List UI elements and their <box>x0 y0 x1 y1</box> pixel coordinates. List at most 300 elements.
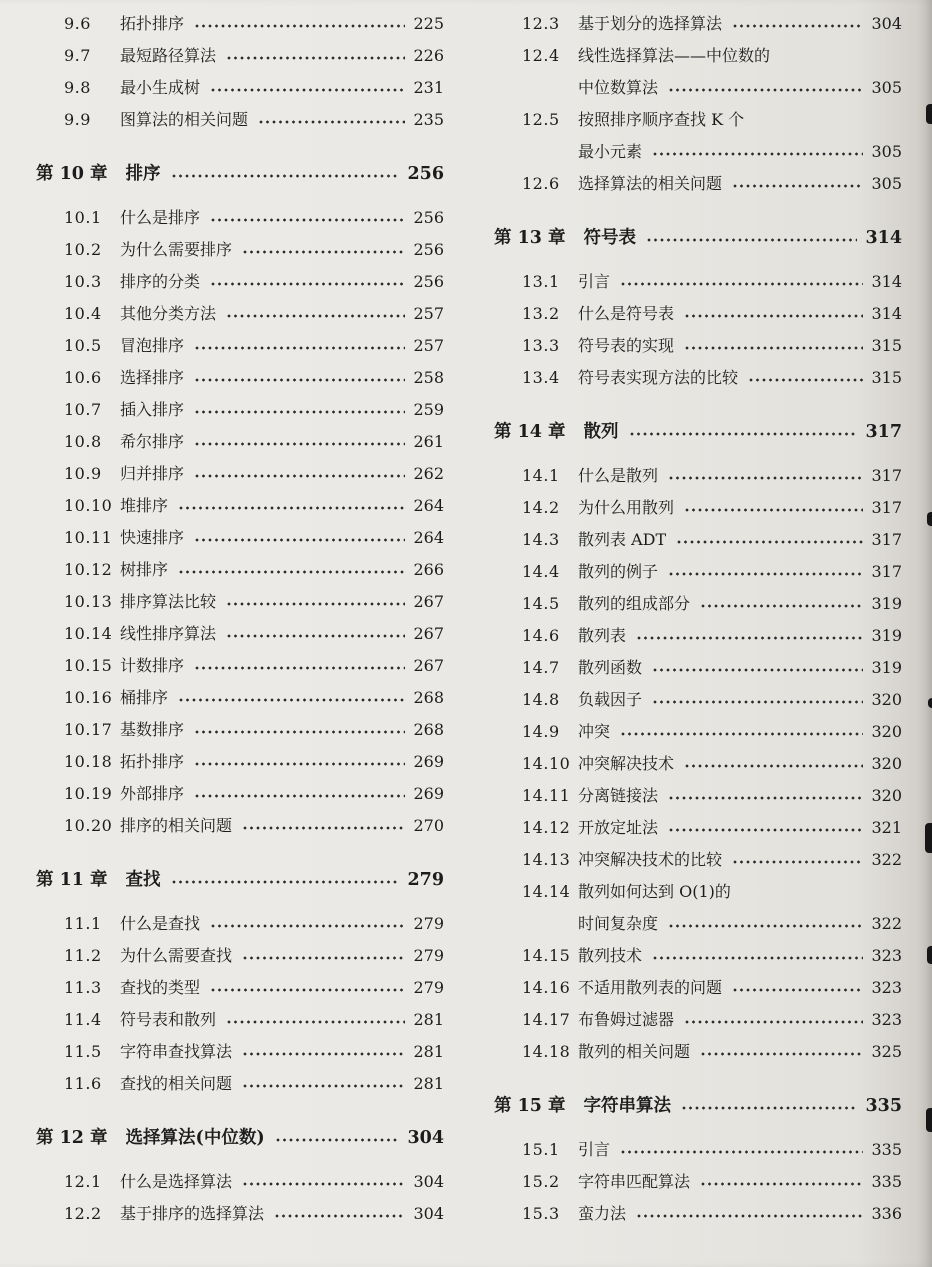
page-number: 319 <box>871 626 902 645</box>
section-title: 什么是排序 <box>120 208 201 227</box>
section-number: 14.12 <box>522 818 571 837</box>
toc-entry <box>36 72 444 104</box>
page-number: 235 <box>413 110 444 129</box>
section-number: 11.1 <box>64 914 102 933</box>
dot-leader <box>676 539 863 545</box>
section-title-line2: 中位数算法 <box>578 78 659 97</box>
dot-leader <box>210 281 405 287</box>
page-number: 320 <box>871 722 902 741</box>
page-number: 335 <box>865 1096 902 1116</box>
toc-entry <box>494 1004 902 1036</box>
dot-leader <box>620 281 863 287</box>
section-title: 其他分类方法 <box>120 304 217 323</box>
page-number: 323 <box>871 1010 902 1029</box>
toc-entry <box>36 810 444 842</box>
section-title: 基于划分的选择算法 <box>578 14 723 33</box>
dot-leader <box>668 475 863 481</box>
section-title: 散列的相关问题 <box>578 1042 691 1061</box>
dot-leader <box>171 173 400 179</box>
toc-entry <box>36 682 444 714</box>
section-number: 10.11 <box>64 528 113 547</box>
dot-leader <box>194 441 405 447</box>
section-title-line2: 时间复杂度 <box>578 914 659 933</box>
section-number: 11.2 <box>64 946 102 965</box>
page-number: 256 <box>413 208 444 227</box>
toc-entry <box>36 266 444 298</box>
chapter-entry <box>494 416 902 448</box>
section-title: 不适用散列表的问题 <box>578 978 723 997</box>
section-title: 什么是符号表 <box>578 304 675 323</box>
toc-entry <box>36 1198 444 1230</box>
page-number: 226 <box>413 46 444 65</box>
section-title: 引言 <box>578 272 611 291</box>
chapter-entry <box>36 864 444 896</box>
scan-artifact <box>926 104 932 124</box>
section-title: 拓扑排序 <box>120 14 185 33</box>
scan-artifact <box>926 1108 932 1132</box>
dot-leader <box>194 345 405 351</box>
toc-entry <box>36 426 444 458</box>
toc-entry <box>494 972 902 1004</box>
section-number: 14.2 <box>522 498 560 517</box>
dot-leader <box>732 23 863 29</box>
section-title: 线性排序算法 <box>120 624 217 643</box>
section-title: 基于排序的选择算法 <box>120 1204 265 1223</box>
page-number: 304 <box>413 1172 444 1191</box>
toc-entry <box>36 650 444 682</box>
section-title: 开放定址法 <box>578 818 659 837</box>
section-number: 14.9 <box>522 722 560 741</box>
toc-entry <box>36 522 444 554</box>
page-number: 264 <box>413 496 444 515</box>
toc-entry <box>36 330 444 362</box>
section-number: 10.13 <box>64 592 113 611</box>
toc-entry <box>36 554 444 586</box>
toc-entry <box>494 876 902 908</box>
section-number: 10.7 <box>64 400 102 419</box>
toc-entry <box>494 330 902 362</box>
dot-leader <box>194 409 405 415</box>
section-title: 分离链接法 <box>578 786 659 805</box>
section-number: 10.15 <box>64 656 113 675</box>
page-number: 315 <box>871 336 902 355</box>
page-number: 317 <box>871 498 902 517</box>
section-title: 树排序 <box>120 560 169 579</box>
dot-leader <box>732 183 863 189</box>
chapter-number: 第 14 章 <box>494 422 566 442</box>
chapter-number: 第 15 章 <box>494 1096 566 1116</box>
section-number: 10.5 <box>64 336 102 355</box>
page-number: 225 <box>413 14 444 33</box>
section-title: 符号表的实现 <box>578 336 675 355</box>
section-title: 字符串匹配算法 <box>578 1172 691 1191</box>
section-title: 查找的类型 <box>120 978 201 997</box>
toc-entry <box>494 362 902 394</box>
section-title: 什么是查找 <box>120 914 201 933</box>
section-number: 13.3 <box>522 336 560 355</box>
section-title: 蛮力法 <box>578 1204 627 1223</box>
page-number: 322 <box>871 850 902 869</box>
dot-leader <box>242 249 405 255</box>
section-title: 归并排序 <box>120 464 185 483</box>
page-number: 267 <box>413 624 444 643</box>
section-title: 图算法的相关问题 <box>120 110 249 129</box>
dot-leader <box>194 665 405 671</box>
section-number: 12.4 <box>522 46 560 65</box>
section-number: 10.16 <box>64 688 113 707</box>
dot-leader <box>194 377 405 383</box>
dot-leader <box>210 923 405 929</box>
section-title: 希尔排序 <box>120 432 185 451</box>
dot-leader <box>668 87 863 93</box>
page-number: 269 <box>413 784 444 803</box>
section-title: 冲突解决技术 <box>578 754 675 773</box>
toc-entry <box>36 586 444 618</box>
toc-column-right <box>494 8 902 1249</box>
dot-leader <box>274 1213 405 1219</box>
page-number: 281 <box>413 1074 444 1093</box>
page-number: 320 <box>871 754 902 773</box>
chapter-number: 第 12 章 <box>36 1128 108 1148</box>
toc-entry <box>494 524 902 556</box>
toc-entry-continuation <box>494 72 902 104</box>
section-title: 字符串查找算法 <box>120 1042 233 1061</box>
section-title: 为什么用散列 <box>578 498 675 517</box>
dot-leader <box>684 1019 863 1025</box>
toc-entry <box>36 1036 444 1068</box>
scan-artifact <box>927 946 932 964</box>
toc-entry <box>494 460 902 492</box>
page-number: 304 <box>871 14 902 33</box>
section-title: 冒泡排序 <box>120 336 185 355</box>
toc-entry <box>494 716 902 748</box>
chapter-number: 第 13 章 <box>494 228 566 248</box>
toc-entry <box>494 812 902 844</box>
section-number: 10.14 <box>64 624 113 643</box>
section-number: 14.3 <box>522 530 560 549</box>
toc-entry <box>36 746 444 778</box>
section-title: 计数排序 <box>120 656 185 675</box>
section-title: 桶排序 <box>120 688 169 707</box>
toc-entry <box>494 266 902 298</box>
toc-entry <box>36 40 444 72</box>
dot-leader <box>226 55 405 61</box>
page-number: 305 <box>871 174 902 193</box>
page-number: 268 <box>413 688 444 707</box>
section-number: 10.3 <box>64 272 102 291</box>
section-number: 15.3 <box>522 1204 560 1223</box>
page-number: 335 <box>871 1172 902 1191</box>
section-title: 散列函数 <box>578 658 643 677</box>
chapter-title: 字符串算法 <box>583 1096 672 1116</box>
toc-entry <box>36 1166 444 1198</box>
section-title: 符号表和散列 <box>120 1010 217 1029</box>
toc-entry <box>36 362 444 394</box>
toc-entry <box>36 202 444 234</box>
dot-leader <box>684 763 863 769</box>
chapter-title: 符号表 <box>583 228 637 248</box>
section-number: 13.1 <box>522 272 560 291</box>
section-number: 12.2 <box>64 1204 102 1223</box>
section-number: 15.1 <box>522 1140 560 1159</box>
dot-leader <box>226 1019 405 1025</box>
page-number: 281 <box>413 1010 444 1029</box>
dot-leader <box>194 537 405 543</box>
section-number: 10.8 <box>64 432 102 451</box>
toc-entry <box>494 748 902 780</box>
section-number: 9.9 <box>64 110 91 129</box>
page-number: 304 <box>413 1204 444 1223</box>
toc-entry <box>494 620 902 652</box>
page-number: 268 <box>413 720 444 739</box>
page-number: 320 <box>871 786 902 805</box>
dot-leader <box>178 505 405 511</box>
toc-entry <box>494 1134 902 1166</box>
section-number: 10.1 <box>64 208 102 227</box>
dot-leader <box>242 955 405 961</box>
dot-leader <box>242 1051 405 1057</box>
section-number: 10.10 <box>64 496 113 515</box>
page-number: 319 <box>871 658 902 677</box>
dot-leader <box>748 377 863 383</box>
section-title: 散列表 ADT <box>578 530 667 549</box>
chapter-entry <box>494 1090 902 1122</box>
section-number: 14.17 <box>522 1010 571 1029</box>
chapter-number: 第 10 章 <box>36 164 108 184</box>
section-title: 选择算法的相关问题 <box>578 174 723 193</box>
page-number: 325 <box>871 1042 902 1061</box>
section-number: 9.6 <box>64 14 91 33</box>
section-title: 排序的相关问题 <box>120 816 233 835</box>
section-number: 14.18 <box>522 1042 571 1061</box>
toc-entry <box>36 298 444 330</box>
page-number: 256 <box>413 272 444 291</box>
dot-leader <box>652 667 863 673</box>
toc-entry <box>36 618 444 650</box>
section-title: 负载因子 <box>578 690 643 709</box>
section-title: 冲突解决技术的比较 <box>578 850 723 869</box>
section-title: 散列的例子 <box>578 562 659 581</box>
section-title: 快速排序 <box>120 528 185 547</box>
page-number: 321 <box>871 818 902 837</box>
toc-entry <box>494 298 902 330</box>
section-number: 12.1 <box>64 1172 102 1191</box>
section-title: 拓扑排序 <box>120 752 185 771</box>
section-number: 14.11 <box>522 786 571 805</box>
section-number: 11.6 <box>64 1074 102 1093</box>
page-number: 261 <box>413 432 444 451</box>
toc-entry <box>36 104 444 136</box>
toc-entry <box>494 780 902 812</box>
section-title: 最短路径算法 <box>120 46 217 65</box>
toc-entry <box>494 40 902 72</box>
scan-artifact <box>928 698 932 708</box>
section-number: 13.2 <box>522 304 560 323</box>
dot-leader <box>178 569 405 575</box>
page-number: 256 <box>407 164 444 184</box>
section-number: 14.7 <box>522 658 560 677</box>
page-number: 315 <box>871 368 902 387</box>
dot-leader <box>629 431 858 437</box>
dot-leader <box>620 731 863 737</box>
section-title: 引言 <box>578 1140 611 1159</box>
dot-leader <box>171 879 400 885</box>
page-number: 270 <box>413 816 444 835</box>
section-number: 11.4 <box>64 1010 102 1029</box>
toc-entry <box>494 1036 902 1068</box>
toc-entry-continuation <box>494 908 902 940</box>
dot-leader <box>178 697 405 703</box>
page-number: 256 <box>413 240 444 259</box>
toc-entry <box>494 844 902 876</box>
toc-entry <box>494 588 902 620</box>
section-title-line1: 散列如何达到 O(1)的 <box>578 882 731 901</box>
section-title: 符号表实现方法的比较 <box>578 368 739 387</box>
section-number: 14.4 <box>522 562 560 581</box>
page-number: 231 <box>413 78 444 97</box>
section-number: 9.8 <box>64 78 91 97</box>
dot-leader <box>732 987 863 993</box>
page-number: 259 <box>413 400 444 419</box>
toc-entry <box>36 234 444 266</box>
section-title: 什么是选择算法 <box>120 1172 233 1191</box>
section-title: 什么是散列 <box>578 466 659 485</box>
section-title: 散列表 <box>578 626 627 645</box>
toc-entry <box>36 714 444 746</box>
dot-leader <box>620 1149 863 1155</box>
dot-leader <box>194 793 405 799</box>
section-title: 堆排序 <box>120 496 169 515</box>
page-number: 317 <box>871 466 902 485</box>
dot-leader <box>242 1083 405 1089</box>
section-title: 为什么需要排序 <box>120 240 233 259</box>
scan-artifact <box>925 823 932 853</box>
chapter-title: 选择算法(中位数) <box>125 1128 265 1148</box>
section-title-line2: 最小元素 <box>578 142 643 161</box>
page-number: 323 <box>871 978 902 997</box>
page-number: 335 <box>871 1140 902 1159</box>
dot-leader <box>668 923 863 929</box>
toc-entry <box>494 1166 902 1198</box>
section-number: 11.5 <box>64 1042 102 1061</box>
toc-entry <box>494 104 902 136</box>
chapter-entry <box>36 1122 444 1154</box>
toc-entry <box>494 652 902 684</box>
dot-leader <box>652 151 863 157</box>
page-number: 262 <box>413 464 444 483</box>
dot-leader <box>668 795 863 801</box>
page-number: 322 <box>871 914 902 933</box>
toc-entry <box>36 940 444 972</box>
page-number: 257 <box>413 304 444 323</box>
section-title: 排序的分类 <box>120 272 201 291</box>
section-title: 为什么需要查找 <box>120 946 233 965</box>
toc-entry <box>36 908 444 940</box>
page-number: 323 <box>871 946 902 965</box>
chapter-title: 查找 <box>125 870 161 890</box>
dot-leader <box>226 313 405 319</box>
section-title-line1: 线性选择算法——中位数的 <box>578 46 771 65</box>
toc-column-left <box>36 8 444 1249</box>
page-number: 304 <box>407 1128 444 1148</box>
section-title: 选择排序 <box>120 368 185 387</box>
toc-entry-continuation <box>494 136 902 168</box>
page-number: 279 <box>413 978 444 997</box>
page-number: 320 <box>871 690 902 709</box>
toc-entry <box>36 778 444 810</box>
section-title: 散列的组成部分 <box>578 594 691 613</box>
dot-leader <box>258 119 405 125</box>
dot-leader <box>242 825 405 831</box>
dot-leader <box>210 217 405 223</box>
section-number: 10.6 <box>64 368 102 387</box>
toc-entry <box>494 940 902 972</box>
toc-entry <box>494 1198 902 1230</box>
section-number: 14.15 <box>522 946 571 965</box>
dot-leader <box>700 603 863 609</box>
section-title: 基数排序 <box>120 720 185 739</box>
toc-entry <box>36 458 444 490</box>
dot-leader <box>652 955 863 961</box>
section-number: 10.2 <box>64 240 102 259</box>
page-number: 314 <box>871 272 902 291</box>
section-number: 14.13 <box>522 850 571 869</box>
section-title: 散列技术 <box>578 946 643 965</box>
section-number: 9.7 <box>64 46 91 65</box>
section-number: 12.5 <box>522 110 560 129</box>
dot-leader <box>275 1137 400 1143</box>
dot-leader <box>700 1181 863 1187</box>
page-number: 319 <box>871 594 902 613</box>
dot-leader <box>668 827 863 833</box>
dot-leader <box>684 313 863 319</box>
section-title: 查找的相关问题 <box>120 1074 233 1093</box>
section-number: 14.6 <box>522 626 560 645</box>
dot-leader <box>226 601 405 607</box>
section-number: 10.12 <box>64 560 113 579</box>
chapter-title: 排序 <box>125 164 161 184</box>
toc-entry <box>36 8 444 40</box>
page-number: 281 <box>413 1042 444 1061</box>
chapter-title: 散列 <box>583 422 619 442</box>
dot-leader <box>668 571 863 577</box>
section-title: 冲突 <box>578 722 611 741</box>
toc-entry <box>494 684 902 716</box>
dot-leader <box>684 345 863 351</box>
dot-leader <box>700 1051 863 1057</box>
section-number: 14.8 <box>522 690 560 709</box>
dot-leader <box>684 507 863 513</box>
chapter-entry <box>494 222 902 254</box>
toc-entry <box>494 556 902 588</box>
dot-leader <box>210 87 405 93</box>
page-number: 267 <box>413 656 444 675</box>
dot-leader <box>194 761 405 767</box>
dot-leader <box>636 1213 863 1219</box>
section-title: 插入排序 <box>120 400 185 419</box>
section-title: 外部排序 <box>120 784 185 803</box>
section-number: 14.5 <box>522 594 560 613</box>
section-number: 14.10 <box>522 754 571 773</box>
section-number: 13.4 <box>522 368 560 387</box>
page-number: 264 <box>413 528 444 547</box>
page-number: 258 <box>413 368 444 387</box>
page-number: 317 <box>871 530 902 549</box>
section-number: 14.14 <box>522 882 571 901</box>
dot-leader <box>194 729 405 735</box>
dot-leader <box>732 859 863 865</box>
section-number: 14.1 <box>522 466 560 485</box>
